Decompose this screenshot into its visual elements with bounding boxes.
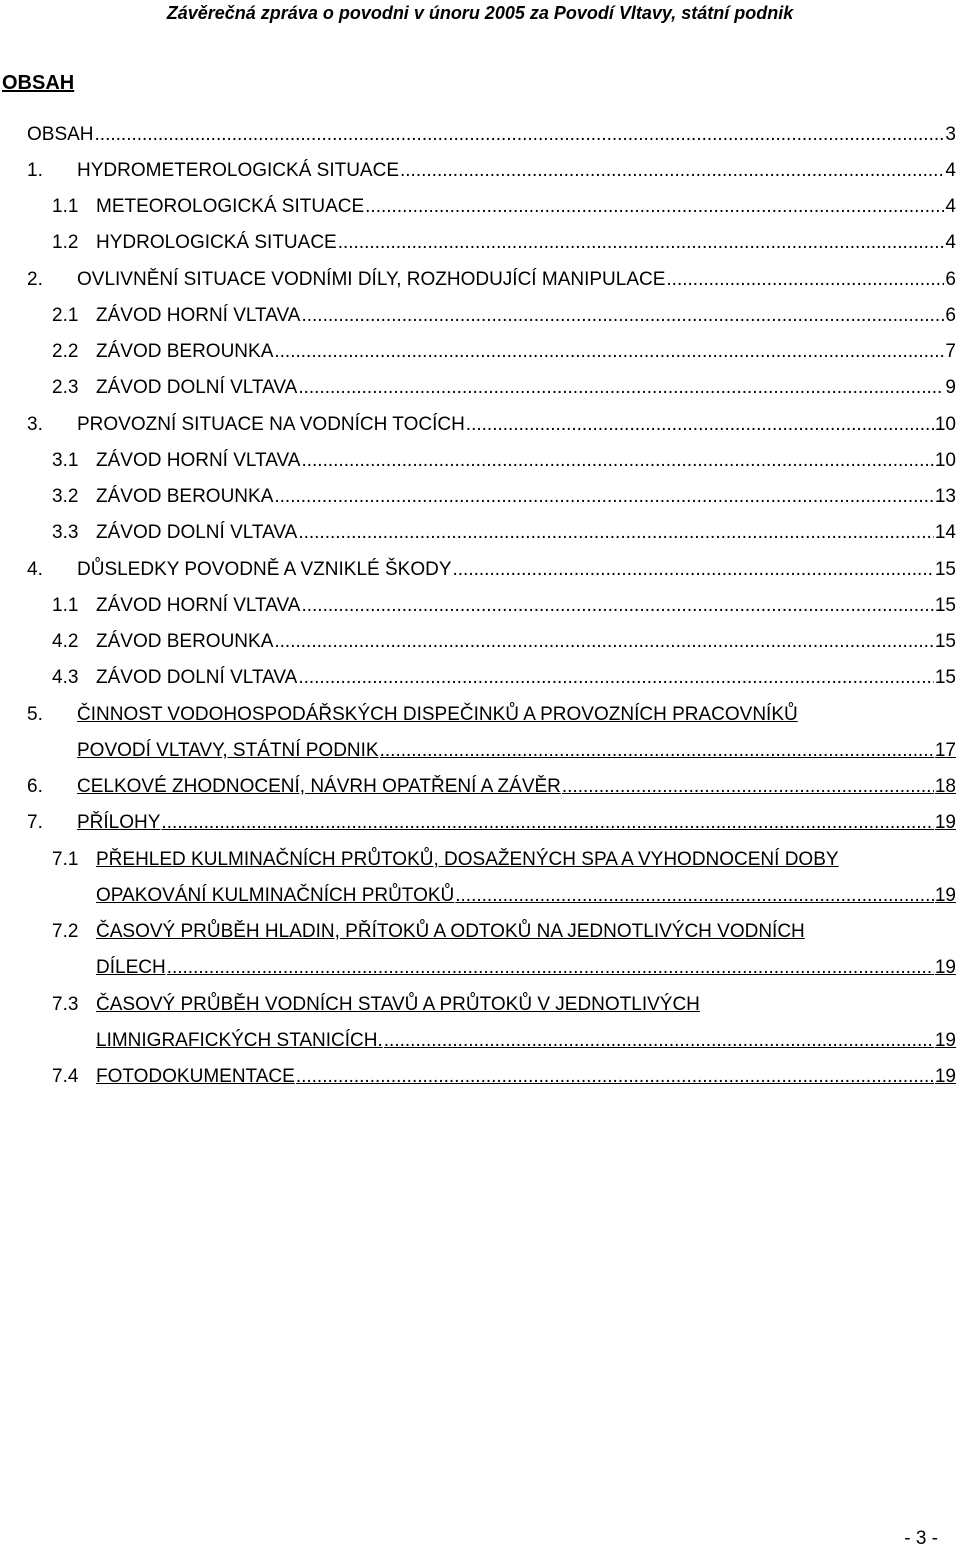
- toc-dot-leader: [274, 485, 933, 509]
- toc-dot-leader: [274, 630, 933, 654]
- toc-entry-page: 19: [934, 957, 956, 978]
- toc-entry[interactable]: [52, 848, 956, 872]
- toc-dot-leader: [338, 231, 945, 255]
- toc-dot-leader: [301, 594, 933, 618]
- toc-dot-leader: [400, 159, 944, 183]
- toc-entry-number: 7.: [27, 812, 43, 833]
- toc-entry-title: ZÁVOD HORNÍ VLTAVA: [96, 305, 301, 326]
- toc-entry-page: 15: [934, 631, 956, 652]
- toc-entry-title: PŘÍLOHY: [77, 812, 161, 833]
- toc-entry[interactable]: [52, 666, 956, 690]
- toc-entry[interactable]: [52, 630, 956, 654]
- toc-entry-title: OPAKOVÁNÍ KULMINAČNÍCH PRŮTOKŮ: [96, 885, 455, 906]
- toc-entry-number: 2.: [27, 269, 43, 290]
- toc-dot-leader: [666, 268, 944, 292]
- toc-dot-leader: [466, 413, 934, 437]
- toc-entry-page: 19: [934, 812, 956, 833]
- toc-entry-page: 15: [934, 595, 956, 616]
- toc-heading: OBSAH: [2, 72, 75, 94]
- toc-entry-title: ZÁVOD HORNÍ VLTAVA: [96, 450, 301, 471]
- toc-entry-number: 4.2: [52, 631, 79, 652]
- toc-entry-number: 1.1: [52, 196, 79, 217]
- toc-entry-number: 3.3: [52, 522, 79, 543]
- toc-entry[interactable]: [52, 485, 956, 509]
- toc-entry-page: 4: [945, 160, 956, 181]
- toc-entry[interactable]: [52, 920, 956, 944]
- toc-entry-page: 9: [945, 377, 956, 398]
- toc-entry-page: 4: [945, 196, 956, 217]
- toc-entry-number: 1.1: [52, 595, 79, 616]
- toc-dot-leader: [365, 195, 944, 219]
- toc-entry[interactable]: [27, 268, 956, 292]
- toc-entry-number: 7.4: [52, 1066, 79, 1087]
- toc-entry-number: 1.2: [52, 232, 79, 253]
- toc-entry-title: DŮSLEDKY POVODNĚ A VZNIKLÉ ŠKODY: [77, 559, 452, 580]
- toc-entry-title: FOTODOKUMENTACE: [96, 1066, 295, 1087]
- toc-entry-title: OVLIVNĚNÍ SITUACE VODNÍMI DÍLY, ROZHODUJÍCÍ MANIPULACE: [77, 269, 666, 290]
- toc-dot-leader: [455, 884, 934, 908]
- page-number: - 3 -: [904, 1528, 938, 1549]
- toc-entry[interactable]: [27, 123, 956, 147]
- toc-dot-leader: [301, 449, 933, 473]
- toc-entry[interactable]: [27, 703, 956, 727]
- toc-entry-title: PROVOZNÍ SITUACE NA VODNÍCH TOCÍCH: [77, 414, 465, 435]
- toc-entry-title: PŘEHLED KULMINAČNÍCH PRŮTOKŮ, DOSAŽENÝCH SPA A VYHODNOCENÍ DOBY: [96, 849, 839, 870]
- toc-dot-leader: [167, 956, 934, 980]
- toc-entry-title: ZÁVOD DOLNÍ VLTAVA: [96, 377, 298, 398]
- toc-entry-title: METEOROLOGICKÁ SITUACE: [96, 196, 365, 217]
- toc-entry-page: 10: [934, 414, 956, 435]
- toc-entry-number: 2.2: [52, 341, 79, 362]
- toc-entry[interactable]: [27, 159, 956, 183]
- toc-entry[interactable]: [96, 1029, 956, 1053]
- document-header: Závěrečná zpráva o povodni v únoru 2005 za Povodí Vltavy, státní podnik: [166, 3, 794, 23]
- toc-entry-number: 7.1: [52, 849, 79, 870]
- toc-entry-title: ZÁVOD HORNÍ VLTAVA: [96, 595, 301, 616]
- toc-entry[interactable]: [27, 775, 956, 799]
- toc-entry-page: 7: [945, 341, 956, 362]
- toc-entry-title: POVODÍ VLTAVY, STÁTNÍ PODNIK: [77, 740, 379, 761]
- toc-entry-title: ZÁVOD DOLNÍ VLTAVA: [96, 667, 298, 688]
- toc-dot-leader: [453, 558, 934, 582]
- toc-entry-title: CELKOVÉ ZHODNOCENÍ, NÁVRH OPATŘENÍ A ZÁVĚR: [77, 776, 561, 797]
- toc-entry-page: 13: [934, 486, 956, 507]
- toc-entry-title: ZÁVOD BEROUNKA: [96, 631, 274, 652]
- toc-entry-number: 4.3: [52, 667, 79, 688]
- toc-entry-page: 19: [934, 885, 956, 906]
- toc-entry[interactable]: [52, 594, 956, 618]
- toc-entry-title: ČASOVÝ PRŮBĚH HLADIN, PŘÍTOKŮ A ODTOKŮ NA JEDNOTLIVÝCH VODNÍCH: [96, 921, 805, 942]
- toc-entry-title: ZÁVOD DOLNÍ VLTAVA: [96, 522, 298, 543]
- toc-entry-number: 3.2: [52, 486, 79, 507]
- toc-entry-title: ZÁVOD BEROUNKA: [96, 486, 274, 507]
- toc-entry-number: 4.: [27, 559, 43, 580]
- toc-entry-page: 10: [934, 450, 956, 471]
- toc-dot-leader: [301, 304, 944, 328]
- toc-entry[interactable]: [52, 376, 956, 400]
- toc-dot-leader: [298, 666, 934, 690]
- toc-entry-page: 18: [934, 776, 956, 797]
- toc-dot-leader: [296, 1065, 934, 1089]
- toc-entry-number: 7.2: [52, 921, 79, 942]
- toc-entry-page: 6: [945, 305, 956, 326]
- toc-entry-number: 3.: [27, 414, 43, 435]
- toc-entry-page: 14: [934, 522, 956, 543]
- toc-dot-leader: [562, 775, 934, 799]
- toc-entry[interactable]: [27, 811, 956, 835]
- toc-entry-number: 7.3: [52, 994, 79, 1015]
- toc-dot-leader: [380, 739, 934, 763]
- toc-entry-title: ZÁVOD BEROUNKA: [96, 341, 274, 362]
- toc-entry-number: 2.3: [52, 377, 79, 398]
- toc-entry-title: DÍLECH: [96, 957, 166, 978]
- toc-entry-title: LIMNIGRAFICKÝCH STANICÍCH.: [96, 1030, 383, 1051]
- toc-entry[interactable]: [52, 304, 956, 328]
- toc-entry-title: ČINNOST VODOHOSPODÁŘSKÝCH DISPEČINKŮ A PROVOZNÍCH PRACOVNÍKŮ: [77, 704, 798, 725]
- toc-dot-leader: [274, 340, 944, 364]
- toc-dot-leader: [161, 811, 933, 835]
- toc-entry-page: 4: [945, 232, 956, 253]
- toc-entry[interactable]: [52, 521, 956, 545]
- toc-entry-page: 19: [934, 1066, 956, 1087]
- toc-entry-page: 17: [934, 740, 956, 761]
- toc-entry-title: HYDROLOGICKÁ SITUACE: [96, 232, 337, 253]
- toc-entry-number: 3.1: [52, 450, 79, 471]
- toc-entry-number: 6.: [27, 776, 43, 797]
- toc-entry-page: 15: [934, 559, 956, 580]
- toc-entry-page: 3: [945, 124, 956, 145]
- toc-entry[interactable]: [27, 558, 956, 582]
- toc-entry[interactable]: [96, 956, 956, 980]
- toc-entry-number: 1.: [27, 160, 43, 181]
- toc-entry[interactable]: [52, 340, 956, 364]
- toc-entry-number: 5.: [27, 704, 43, 725]
- toc-entry[interactable]: [96, 884, 956, 908]
- toc-entry-title: ČASOVÝ PRŮBĚH VODNÍCH STAVŮ A PRŮTOKŮ V JEDNOTLIVÝCH: [96, 994, 700, 1015]
- toc-entry[interactable]: [52, 993, 956, 1017]
- toc-entry[interactable]: [52, 1065, 956, 1089]
- toc-entry[interactable]: [52, 195, 956, 219]
- toc-entry[interactable]: [52, 449, 956, 473]
- toc-entry-page: 6: [945, 269, 956, 290]
- toc-entry-number: 2.1: [52, 305, 79, 326]
- toc-entry[interactable]: [27, 413, 956, 437]
- toc-entry-page: 19: [934, 1030, 956, 1051]
- toc-entry[interactable]: [52, 231, 956, 255]
- toc-dot-leader: [95, 123, 945, 147]
- toc-dot-leader: [298, 376, 944, 400]
- toc-dot-leader: [298, 521, 934, 545]
- toc-entry[interactable]: [77, 739, 956, 763]
- toc-entry-title: HYDROMETEROLOGICKÁ SITUACE: [77, 160, 399, 181]
- toc-dot-leader: [384, 1029, 934, 1053]
- toc-entry-page: 15: [934, 667, 956, 688]
- toc-entry-title: OBSAH: [27, 124, 94, 145]
